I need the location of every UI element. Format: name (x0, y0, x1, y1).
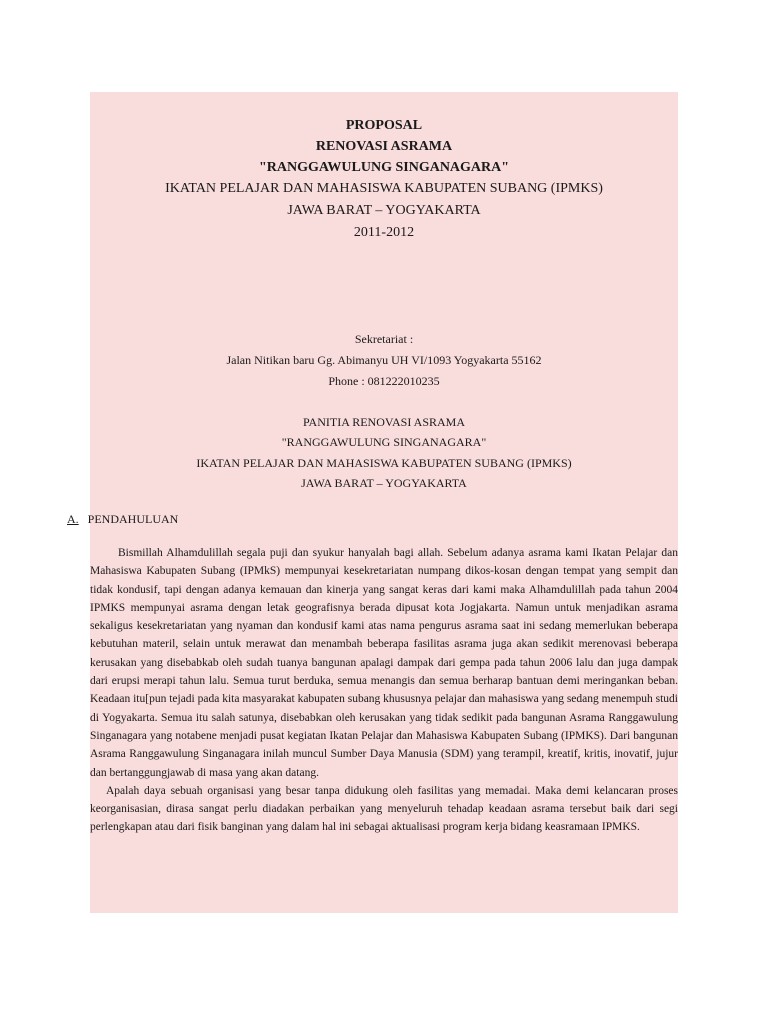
committee-organization: IKATAN PELAJAR DAN MAHASISWA KABUPATEN SUBANG (IPMKS) (196, 456, 572, 470)
title-dormitory-name: "RANGGAWULUNG SINGANAGARA" (258, 160, 510, 175)
paragraph-2: Apalah daya sebuah organisasi yang besar tanpa didukung oleh fasilitas yang memadai. Maka demi kelancaran proses keorganisasian, dirasa sangat perlu diadakan perbaikan yang menyeluruh tehadap keadaan asrama tersebut baik dari segi perlengkapan atau dari fisik banginan yang dalam hal ini sebagai aktualisasi program kerja bidang keasramaan IPMKS. (90, 784, 678, 834)
title-region: JAWA BARAT – YOGYAKARTA (287, 203, 481, 218)
introduction-body (90, 544, 678, 837)
paragraph-1: Bismillah Alhamdulillah segala puji dan syukur hanyalah bagi allah. Sebelum adanya asrama kami Ikatan Pelajar dan Mahasiswa Kabupaten Subang (IPMkS) mempunyai kesekretariatan numpang dikos-kosan dengan tempat yang sempit dan tidak kondusif, tapi dengan adanya kemauan dan kinerja yang sangat keras dari kami maka Alhamdulillah pada tahun 2004 IPMKS mempunyai asrama dengan letak geografisnya berada dipusat kota Jogjakarta. Namun untuk menjadikan asrama sekaligus kesekretariatan yang nyaman dan kondusif kami atas nama pengurus asrama saat ini sedang memerlukan beberapa kebutuhan materil, selain untuk merawat dan menambah beberapa fasilitas asrama juga akan sedikit merenovasi beberapa kerusakan yang disebabkab oleh sudah tuanya bangunan apalagi dampak dari gempa pada tahun 2006 lalu dan juga dampak dari erupsi merapi tahun lalu. Semua turut berduka, semua menangis dan semua berharap bantuan demi meringankan beban. Keadaan itu[pun tejadi pada kita masyarakat kabupaten subang khususnya pelajar dan mahasiswa yang sedang menempuh studi di Yogyakarta. Semua itu salah satunya, disebabkan oleh kerusakan yang tidak sedikit pada bangunan Asrama Ranggawulung Singanagara yang notabene menjadi pusat kegiatan Ikatan Pelajar dan Mahasiswa Kabupaten Subang (IPMKS). Dari bangunan Asrama Ranggawulung Singanagara inilah muncul Sumber Daya Manusia (SDM) yang terampil, kreatif, kritis, inovatif, jujur dan bertanggungjawab di masa yang akan datang. (90, 547, 678, 779)
committee-title: PANITIA RENOVASI ASRAMA (302, 415, 466, 429)
title-proposal: PROPOSAL (345, 118, 423, 133)
section-letter: A. (67, 512, 79, 526)
section-title: PENDAHULUAN (87, 512, 179, 526)
secretariat-label: Sekretariat : (354, 332, 414, 346)
section-heading (67, 512, 178, 527)
secretariat-address: Jalan Nitikan baru Gg. Abimanyu UH VI/1093 Yogyakarta 55162 (226, 353, 542, 367)
document-page (67, 92, 678, 913)
title-organization: IKATAN PELAJAR DAN MAHASISWA KABUPATEN SUBANG (IPMKS) (165, 181, 603, 196)
committee-region: JAWA BARAT – YOGYAKARTA (301, 476, 467, 490)
committee-dormitory-name: "RANGGAWULUNG SINGANAGARA" (281, 435, 487, 449)
title-year: 2011-2012 (353, 225, 415, 240)
secretariat-phone: Phone : 081222010235 (328, 374, 440, 388)
title-renovation: RENOVASI ASRAMA (315, 139, 453, 154)
